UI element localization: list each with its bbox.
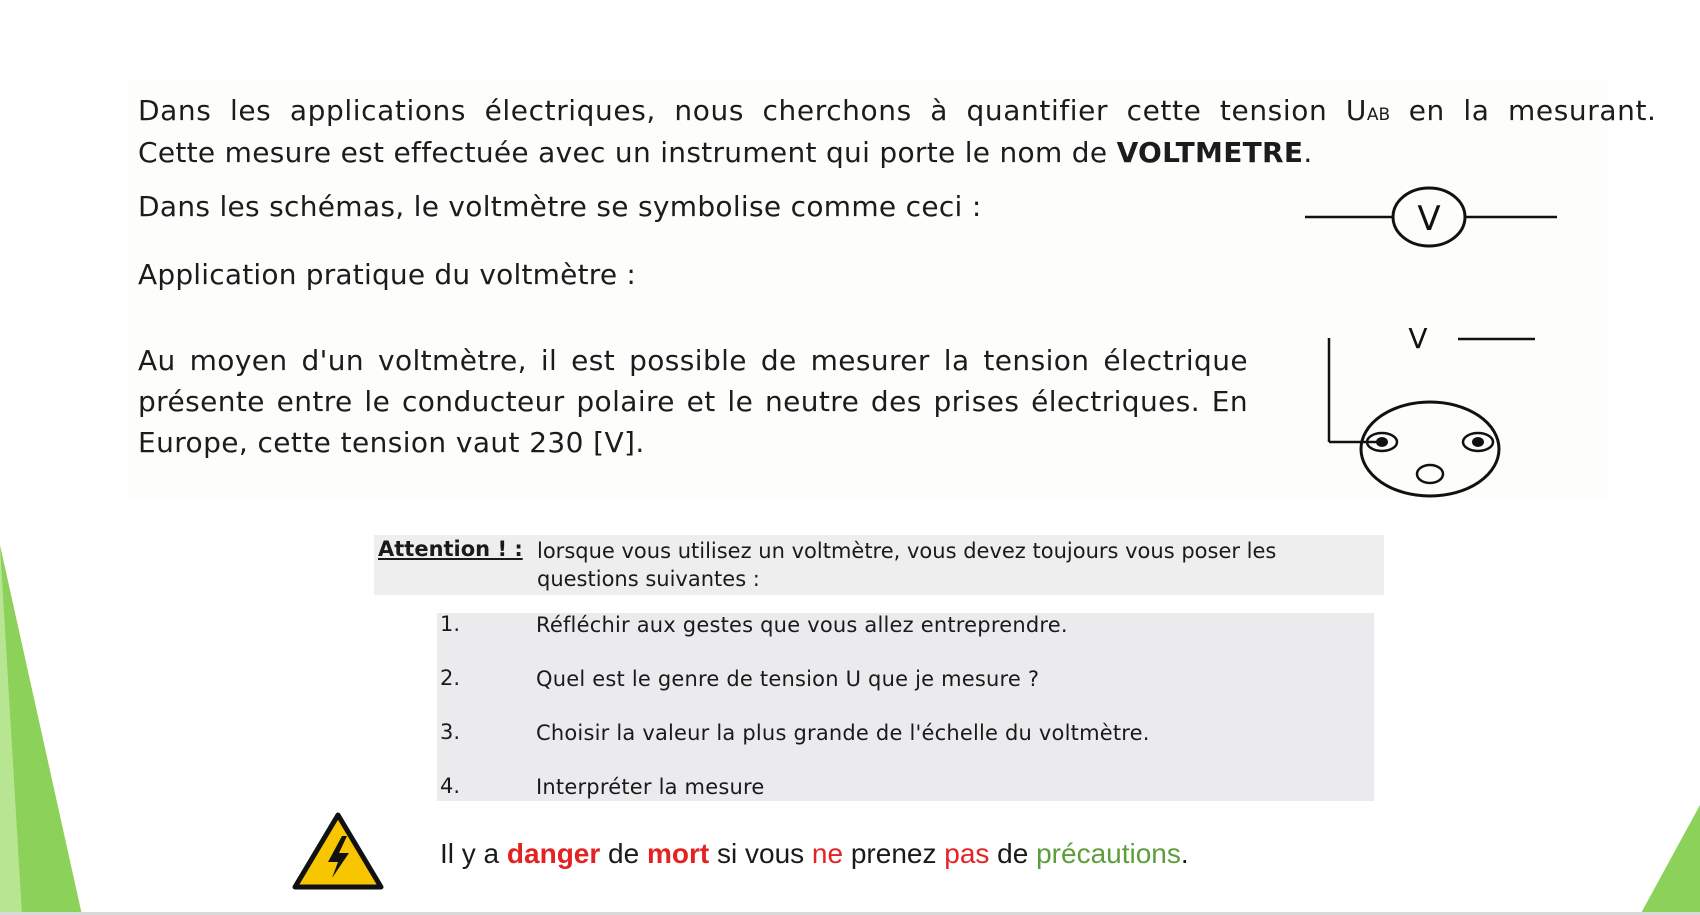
text-paragraph-europe: Au moyen d'un voltmètre, il est possible de mesurer la tension électrique présente entre le conducteur polaire et le neutre des prises électriques. En Europe, cette tension vaut 230 [V]. bbox=[138, 344, 1248, 459]
list-item-number: 4. bbox=[440, 774, 461, 798]
attention-text: lorsque vous utilisez un voltmètre, vous devez toujours vous poser les questions suivantes : bbox=[537, 539, 1277, 591]
voltmetre-term: VOLTMETRE bbox=[1116, 136, 1304, 169]
list-item-number: 3. bbox=[440, 720, 461, 744]
mort-word: mort bbox=[646, 838, 710, 869]
socket-measure-diagram-icon bbox=[1320, 318, 1545, 503]
question-list-box bbox=[437, 613, 1374, 801]
precautions-word: précautions bbox=[1036, 838, 1181, 869]
decor-green-triangle-right bbox=[1640, 805, 1700, 915]
danger-word: danger bbox=[506, 838, 601, 869]
pas-word: pas bbox=[944, 838, 990, 869]
voltmeter-symbol-icon bbox=[1305, 185, 1560, 255]
socket-diagram-label: V bbox=[1408, 322, 1428, 355]
high-voltage-warning-icon bbox=[292, 812, 384, 890]
list-item-text: Interpréter la mesure bbox=[536, 775, 765, 799]
text-line-application-pratique: Application pratique du voltmètre : bbox=[138, 258, 637, 291]
subscript-ab: AB bbox=[1366, 105, 1391, 125]
list-item-number: 2. bbox=[440, 666, 461, 690]
decor-light-green-triangle-left bbox=[0, 545, 22, 915]
voltmeter-symbol-letter: V bbox=[1417, 199, 1441, 239]
ne-word: ne bbox=[811, 838, 844, 869]
attention-label: Attention ! : bbox=[378, 537, 523, 561]
text-line-schemas: Dans les schémas, le voltmètre se symbolise comme ceci : bbox=[138, 190, 982, 223]
text-line-mesure: Cette mesure est effectuée avec un instrument qui porte le nom de VOLTMETRE. bbox=[138, 136, 1313, 169]
text-line-applications: Dans les applications électriques, nous cherchons à quantifier cette tension UAB en la mesurant. bbox=[138, 94, 1657, 127]
list-item-text: Choisir la valeur la plus grande de l'échelle du voltmètre. bbox=[536, 721, 1150, 745]
list-item-text: Quel est le genre de tension U que je mesure ? bbox=[536, 667, 1040, 691]
danger-warning-text: Il y a danger de mort si vous ne prenez pas de précautions. bbox=[440, 838, 1189, 869]
list-item-number: 1. bbox=[440, 612, 461, 636]
list-item-text: Réfléchir aux gestes que vous allez entreprendre. bbox=[536, 613, 1068, 637]
